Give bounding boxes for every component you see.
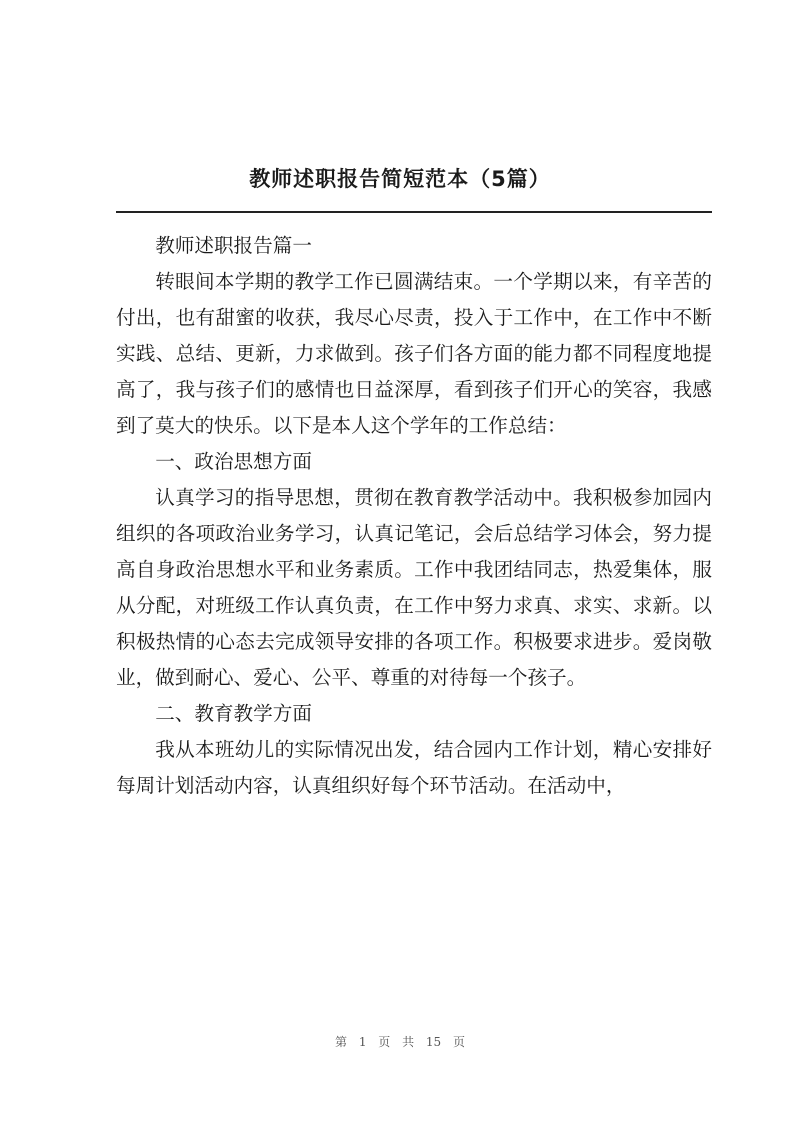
document-body (116, 228, 712, 804)
title-divider (116, 211, 712, 213)
section-heading: 一、政治思想方面 (155, 450, 312, 473)
paragraph: 我从本班幼儿的实际情况出发，结合园内工作计划，精心安排好每周计划活动内容，认真组织好每个环节活动。在活动中， (116, 738, 712, 797)
section-heading: 二、教育教学方面 (155, 702, 312, 725)
section-heading: 教师述职报告篇一 (155, 234, 312, 257)
page-footer: 第 1 页 共 15 页 (335, 1035, 465, 1049)
paragraph: 认真学习的指导思想，贯彻在教育教学活动中。我积极参加园内组织的各项政治业务学习，认真记笔记，会后总结学习体会，努力提高自身政治思想水平和业务素质。工作中我团结同志，热爱集体，服从分配，对班级工作认真负责，在工作中努力求真、求实、求新。以积极热情的心态去完成领导安排的各项工作。积极要求进步。爱岗敬业，做到耐心、爱心、公平、尊重的对待每一个孩子。 (116, 486, 712, 689)
paragraph: 转眼间本学期的教学工作已圆满结束。一个学期以来，有辛苦的付出，也有甜蜜的收获，我尽心尽责，投入于工作中，在工作中不断实践、总结、更新，力求做到。孩子们各方面的能力都不同程度地提高了，我与孩子们的感情也日益深厚，看到孩子们开心的笑容，我感到了莫大的快乐。以下是本人这个学年的工作总结： (116, 270, 712, 437)
document-title: 教师述职报告简短范本（5篇） (249, 167, 551, 191)
